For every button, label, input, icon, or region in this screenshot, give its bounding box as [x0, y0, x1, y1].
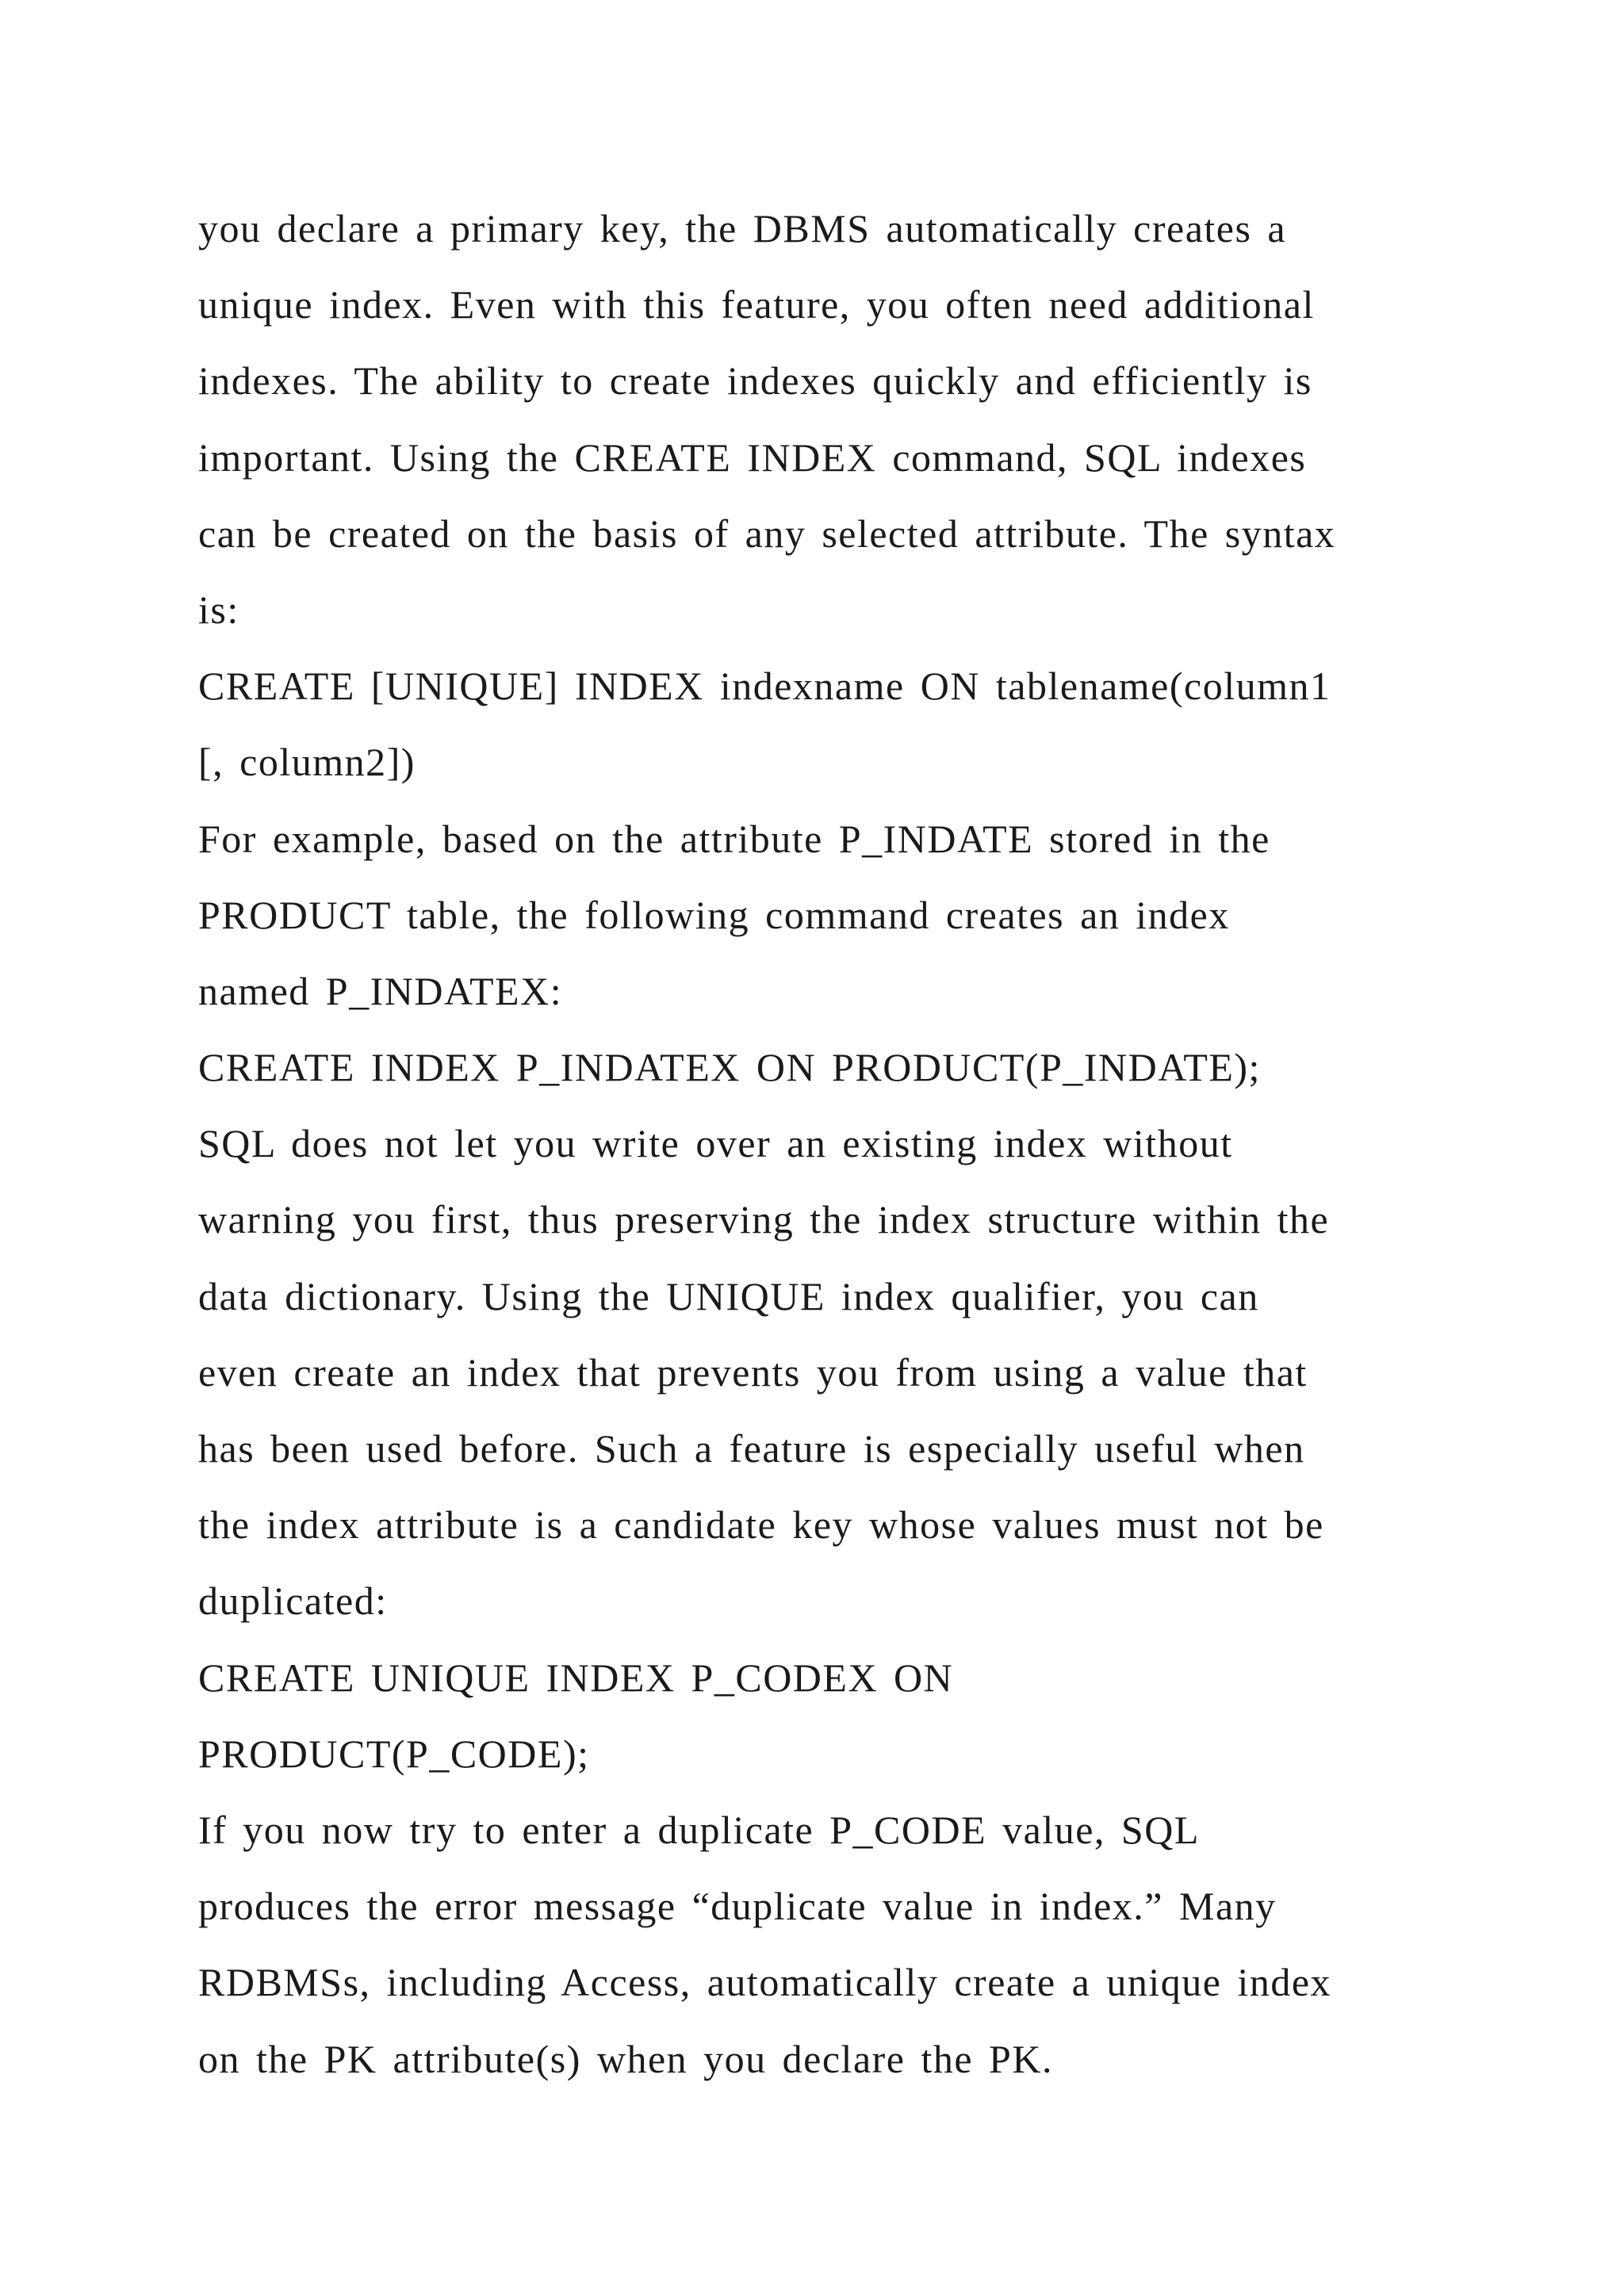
text-line: you declare a primary key, the DBMS automatically creates a: [198, 206, 1287, 251]
text-line: data dictionary. Using the UNIQUE index qualifier, you can: [198, 1273, 1259, 1318]
text-line: the index attribute is a candidate key whose values must not be: [198, 1502, 1324, 1548]
text-line: For example, based on the attribute P_INDATE stored in the: [198, 816, 1270, 861]
code-line: CREATE INDEX P_INDATEX ON PRODUCT(P_INDATE);: [198, 1045, 1261, 1090]
text-line: indexes. The ability to create indexes quickly and efficiently is: [198, 358, 1312, 404]
code-line: CREATE [UNIQUE] INDEX indexname ON tablename(column1: [198, 664, 1331, 709]
code-line: [, column2]): [198, 740, 416, 785]
code-line: CREATE UNIQUE INDEX P_CODEX ON: [198, 1655, 954, 1700]
text-line: is:: [198, 587, 239, 632]
text-line: SQL does not let you write over an existing index without: [198, 1121, 1233, 1166]
text-line: unique index. Even with this feature, you often need additional: [198, 282, 1315, 327]
text-line: If you now try to enter a duplicate P_CODE value, SQL: [198, 1807, 1200, 1852]
text-line: has been used before. Such a feature is especially useful when: [198, 1426, 1305, 1471]
text-line: RDBMSs, including Access, automatically create a unique index: [198, 1960, 1332, 2005]
text-line: on the PK attribute(s) when you declare the PK.: [198, 2036, 1053, 2081]
text-line: produces the error message “duplicate value in index.” Many: [198, 1884, 1277, 1929]
code-line: PRODUCT(P_CODE);: [198, 1731, 590, 1776]
text-line: warning you first, thus preserving the index structure within the: [198, 1197, 1330, 1242]
text-line: PRODUCT table, the following command creates an index: [198, 892, 1230, 937]
text-line: duplicated:: [198, 1578, 388, 1624]
text-line: important. Using the CREATE INDEX command, SQL indexes: [198, 434, 1307, 480]
text-line: can be created on the basis of any selected attribute. The syntax: [198, 511, 1336, 556]
text-line: named P_INDATEX:: [198, 968, 563, 1013]
text-line: even create an index that prevents you from using a value that: [198, 1349, 1308, 1395]
body-text: [198, 190, 1451, 2097]
